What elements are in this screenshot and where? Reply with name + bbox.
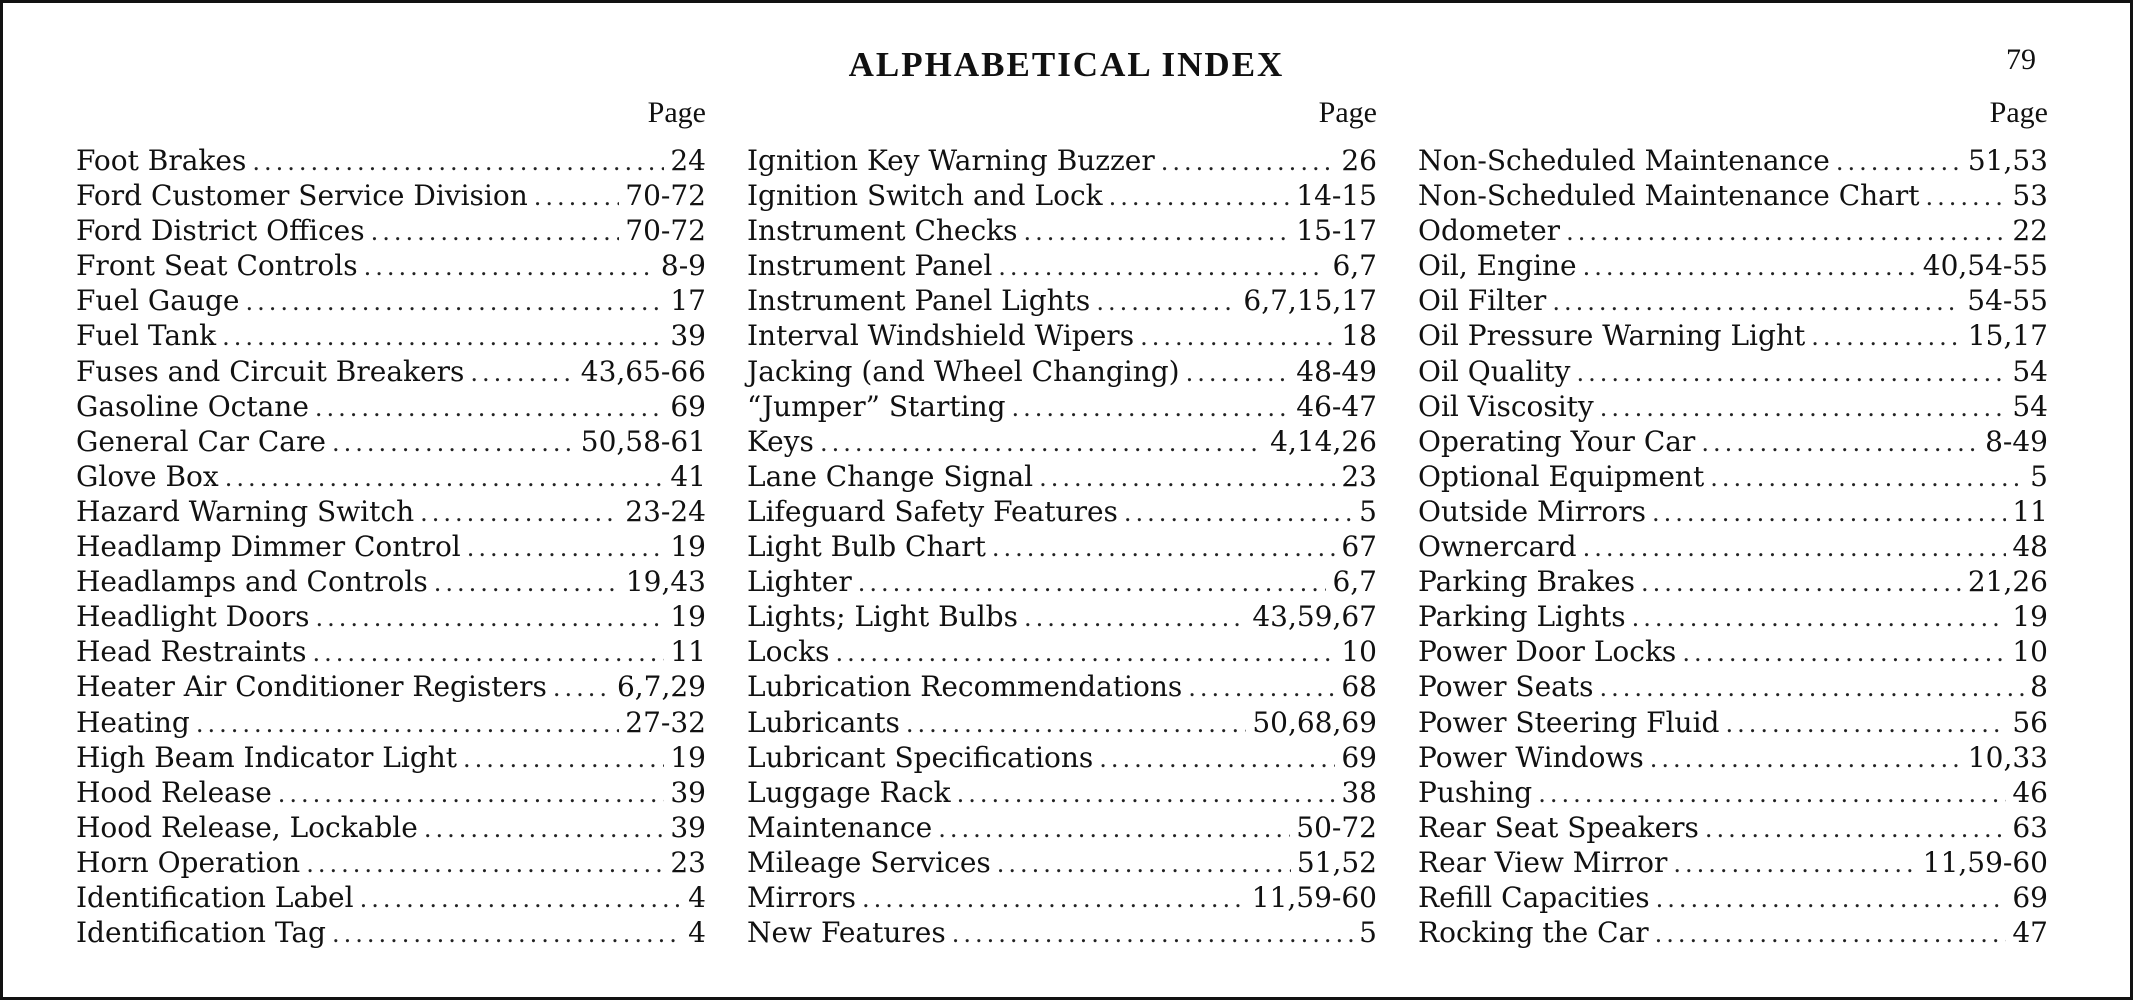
index-entry <box>76 810 706 845</box>
dot-leader <box>424 812 665 847</box>
dot-leader <box>1650 742 1962 777</box>
index-entry <box>747 740 1377 775</box>
index-entry-label: Oil Quality <box>1418 354 1571 388</box>
index-entry <box>747 143 1377 178</box>
index-entry <box>1418 389 2048 424</box>
index-entry-label: Pushing <box>1418 775 1533 809</box>
index-entry-label: Ignition Key Warning Buzzer <box>747 144 1155 177</box>
dot-leader <box>1039 461 1335 496</box>
index-entry-page: 54 <box>2012 389 2048 423</box>
index-entry <box>76 705 706 740</box>
index-entry-page: 47 <box>2012 916 2048 950</box>
index-entry <box>76 915 706 950</box>
dot-leader <box>858 566 1327 601</box>
index-entry <box>747 494 1377 529</box>
dot-leader <box>371 215 620 250</box>
dot-leader <box>1705 812 2006 847</box>
index-entry-page: 69 <box>2012 880 2048 914</box>
index-entry-page: 48-49 <box>1296 354 1377 388</box>
index-entry <box>747 389 1377 424</box>
dot-leader <box>225 461 665 496</box>
index-entry-label: Optional Equipment <box>1418 459 1705 493</box>
index-entry <box>747 354 1377 389</box>
dot-leader <box>420 496 619 531</box>
index-entry-page: 63 <box>2012 810 2048 844</box>
index-entry-page: 19 <box>670 740 706 774</box>
index-entry-page: 5 <box>1359 494 1377 528</box>
index-entry-label: Rear Seat Speakers <box>1418 810 1699 844</box>
index-entry-label: Horn Operation <box>76 845 301 879</box>
index-entry-label: Lifeguard Safety Features <box>747 494 1118 528</box>
dot-leader <box>1538 777 2006 812</box>
index-entry-page: 8 <box>2030 670 2048 704</box>
dot-leader <box>1552 285 1961 320</box>
dot-leader <box>1583 250 1917 285</box>
dot-leader <box>1682 636 2006 671</box>
dot-leader <box>332 917 682 952</box>
index-entry-list <box>1418 143 2048 950</box>
index-entry-label: Ford Customer Service Division <box>76 179 528 213</box>
index-entry-page: 46 <box>2012 775 2048 809</box>
index-entry <box>747 634 1377 669</box>
index-entry-page: 50,58-61 <box>580 424 706 458</box>
index-entry <box>76 143 706 178</box>
dot-leader <box>1566 215 2006 250</box>
index-entry-page: 18 <box>1341 319 1377 353</box>
index-entry <box>747 775 1377 810</box>
index-entry-label: Mirrors <box>747 880 857 914</box>
index-entry <box>1418 283 2048 318</box>
index-entry-page: 17 <box>670 284 706 318</box>
index-entry-label: Operating Your Car <box>1418 424 1696 458</box>
index-entry-page: 23-24 <box>625 494 706 528</box>
index-entry-label: Headlight Doors <box>76 600 310 634</box>
index-entry-page: 23 <box>670 845 706 879</box>
dot-leader <box>1599 671 2024 706</box>
index-entry-page: 6,7 <box>1332 565 1377 599</box>
index-entry-page: 69 <box>670 389 706 423</box>
index-entry <box>76 354 706 389</box>
dot-leader <box>1124 496 1353 531</box>
index-entry <box>76 248 706 283</box>
dot-leader <box>553 671 611 706</box>
index-entry <box>747 213 1377 248</box>
index-entry-label: Oil Pressure Warning Light <box>1418 319 1806 353</box>
index-entry-label: Heater Air Conditioner Registers <box>76 670 547 704</box>
dot-leader <box>997 847 1291 882</box>
index-entry <box>76 599 706 634</box>
index-entry-page: 15-17 <box>1296 214 1377 248</box>
index-entry-label: Ignition Switch and Lock <box>747 179 1103 213</box>
dot-leader <box>434 566 620 601</box>
dot-leader <box>1583 531 2007 566</box>
index-entry-page: 70-72 <box>625 214 706 248</box>
index-entry-page: 67 <box>1341 530 1377 564</box>
index-entry-label: Oil Filter <box>1418 284 1547 318</box>
index-entry-label: Lubrication Recommendations <box>747 670 1183 704</box>
index-entry <box>1418 740 2048 775</box>
page-column-header: Page <box>647 96 706 129</box>
index-entry <box>1418 634 2048 669</box>
dot-leader <box>534 180 620 215</box>
index-entry-page: 5 <box>1359 916 1377 950</box>
index-entry-label: Parking Lights <box>1418 600 1626 634</box>
index-column-2 <box>747 91 1377 950</box>
index-entry <box>747 845 1377 880</box>
index-entry-label: “Jumper” Starting <box>747 389 1006 423</box>
index-entry-page: 22 <box>2012 214 2048 248</box>
index-entry-label: Luggage Rack <box>747 775 951 809</box>
index-entry <box>76 775 706 810</box>
index-entry <box>1418 354 2048 389</box>
index-entry-label: Instrument Panel Lights <box>747 284 1091 318</box>
index-entry-page: 54 <box>2012 354 2048 388</box>
index-entry-label: Lane Change Signal <box>747 459 1034 493</box>
index-entry-label: Instrument Checks <box>747 214 1018 248</box>
index-entry-label: Power Seats <box>1418 670 1594 704</box>
index-entry-page: 68 <box>1341 670 1377 704</box>
index-entry-label: Ownercard <box>1418 530 1577 564</box>
index-entry-label: General Car Care <box>76 424 326 458</box>
index-entry-page: 54-55 <box>1967 284 2048 318</box>
dot-leader <box>957 777 1336 812</box>
index-entry <box>747 705 1377 740</box>
index-entry <box>76 740 706 775</box>
dot-leader <box>196 707 619 742</box>
index-entry-page: 38 <box>1341 775 1377 809</box>
dot-leader <box>1926 180 2007 215</box>
dot-leader <box>245 285 664 320</box>
index-entry-page: 39 <box>670 319 706 353</box>
index-entry-page: 4,14,26 <box>1270 424 1377 458</box>
index-entry-label: Fuses and Circuit Breakers <box>76 354 465 388</box>
dot-leader <box>463 742 664 777</box>
index-entry <box>1418 178 2048 213</box>
index-entry-page: 26 <box>1341 144 1377 177</box>
index-entry-page: 19,43 <box>625 565 706 599</box>
dot-leader <box>1109 180 1291 215</box>
index-entry <box>1418 669 2048 704</box>
index-entry-label: Lubricants <box>747 705 900 739</box>
index-entry <box>76 459 706 494</box>
dot-leader <box>938 812 1290 847</box>
index-entry <box>747 599 1377 634</box>
dot-leader <box>1186 356 1291 391</box>
index-entry-label: Identification Label <box>76 880 354 914</box>
index-entry-page: 4 <box>688 916 706 950</box>
index-entry <box>747 283 1377 318</box>
index-entry-page: 11 <box>670 635 706 669</box>
index-entry <box>747 424 1377 459</box>
dot-leader <box>906 707 1246 742</box>
dot-leader <box>364 250 655 285</box>
index-entry-label: Foot Brakes <box>76 144 247 177</box>
index-entry-page: 51,53 <box>1967 144 2048 177</box>
index-entry <box>747 564 1377 599</box>
index-entry-page: 40,54-55 <box>1922 249 2048 283</box>
dot-leader <box>1632 601 2007 636</box>
index-entry <box>1418 143 2048 178</box>
index-entry-page: 23 <box>1341 459 1377 493</box>
index-entry-page: 6,7 <box>1332 249 1377 283</box>
index-entry-label: Rear View Mirror <box>1418 845 1668 879</box>
index-entry <box>76 178 706 213</box>
dot-leader <box>470 356 574 391</box>
index-entry-label: Power Steering Fluid <box>1418 705 1720 739</box>
index-entry-label: Power Door Locks <box>1418 635 1677 669</box>
index-entry-page: 39 <box>670 775 706 809</box>
index-entry <box>1418 213 2048 248</box>
index-entry <box>747 810 1377 845</box>
index-entry-page: 43,65-66 <box>580 354 706 388</box>
index-entry-label: Jacking (and Wheel Changing) <box>747 354 1180 388</box>
index-entry <box>747 459 1377 494</box>
dot-leader <box>1140 320 1335 355</box>
index-entry-page: 50-72 <box>1296 810 1377 844</box>
index-entry-page: 4 <box>688 880 706 914</box>
index-entry-label: Hazard Warning Switch <box>76 494 415 528</box>
index-entry-list <box>747 143 1377 950</box>
index-entry <box>747 318 1377 353</box>
page-title: ALPHABETICAL INDEX <box>848 45 1285 84</box>
dot-leader <box>1655 917 2007 952</box>
index-entry-label: Rocking the Car <box>1418 916 1649 950</box>
index-entry-label: Outside Mirrors <box>1418 494 1646 528</box>
index-entry-label: Light Bulb Chart <box>747 530 986 564</box>
index-entry-list <box>76 143 706 950</box>
index-entry-page: 19 <box>670 600 706 634</box>
index-entry <box>76 529 706 564</box>
index-entry-page: 14-15 <box>1296 179 1377 213</box>
index-entry-page: 6,7,29 <box>616 670 706 704</box>
page-column-header: Page <box>1989 96 2048 129</box>
index-entry-label: Parking Brakes <box>1418 565 1635 599</box>
index-entry-page: 41 <box>670 459 706 493</box>
index-entry-page: 53 <box>2012 179 2048 213</box>
index-entry-page: 21,26 <box>1967 565 2048 599</box>
index-entry-label: Ford District Offices <box>76 214 365 248</box>
index-entry-label: Odometer <box>1418 214 1561 248</box>
index-entry-label: Mileage Services <box>747 845 991 879</box>
index-entry <box>1418 424 2048 459</box>
index-entry-label: Headlamps and Controls <box>76 565 428 599</box>
dot-leader <box>1096 285 1237 320</box>
index-entry <box>76 564 706 599</box>
index-entry <box>76 424 706 459</box>
index-entry <box>76 880 706 915</box>
index-entry-label: Power Windows <box>1418 740 1644 774</box>
index-entry-label: New Features <box>747 916 946 950</box>
index-entry-page: 56 <box>2012 705 2048 739</box>
index-entry-page: 11,59-60 <box>1251 880 1377 914</box>
dot-leader <box>360 882 683 917</box>
index-entry <box>76 389 706 424</box>
index-entry-label: Oil Viscosity <box>1418 389 1594 423</box>
index-entry-page: 24 <box>670 144 706 177</box>
index-entry-label: Hood Release, Lockable <box>76 810 418 844</box>
index-entry-page: 8-9 <box>660 249 706 283</box>
index-entry <box>747 915 1377 950</box>
dot-leader <box>1710 461 2024 496</box>
index-entry-page: 69 <box>1341 740 1377 774</box>
dot-leader <box>252 145 664 180</box>
index-entry-page: 11,59-60 <box>1922 845 2048 879</box>
index-entry-label: High Beam Indicator Light <box>76 740 458 774</box>
index-entry <box>1418 564 2048 599</box>
index-entry-label: Non-Scheduled Maintenance Chart <box>1418 179 1920 213</box>
dot-leader <box>1673 847 1916 882</box>
index-entry-label: Non-Scheduled Maintenance <box>1418 144 1830 177</box>
dot-leader <box>467 531 665 566</box>
dot-leader <box>1641 566 1962 601</box>
index-entry <box>76 213 706 248</box>
index-entry <box>1418 880 2048 915</box>
index-entry-label: Instrument Panel <box>747 249 993 283</box>
dot-leader <box>1188 671 1335 706</box>
index-entry-page: 48 <box>2012 530 2048 564</box>
index-entry-page: 50,68,69 <box>1252 705 1377 739</box>
index-entry-label: Lubricant Specifications <box>747 740 1094 774</box>
index-entry <box>1418 248 2048 283</box>
index-entry-label: Refill Capacities <box>1418 880 1650 914</box>
index-entry-label: Heating <box>76 705 190 739</box>
index-entry <box>76 494 706 529</box>
index-entry-label: Head Restraints <box>76 635 307 669</box>
index-entry <box>1418 810 2048 845</box>
index-entry <box>1418 318 2048 353</box>
dot-leader <box>862 882 1246 917</box>
index-entry-page: 8-49 <box>1985 424 2048 458</box>
index-entry-label: Oil, Engine <box>1418 249 1577 283</box>
page-column-header: Page <box>1318 96 1377 129</box>
index-entry-page: 5 <box>2030 459 2048 493</box>
dot-leader <box>992 531 1336 566</box>
index-entry <box>747 880 1377 915</box>
dot-leader <box>1652 496 2006 531</box>
index-column-1 <box>76 91 706 950</box>
dot-leader <box>952 917 1353 952</box>
index-entry-label: Hood Release <box>76 775 272 809</box>
dot-leader <box>998 250 1326 285</box>
dot-leader <box>1701 426 1979 461</box>
index-entry-label: Glove Box <box>76 459 219 493</box>
index-entry <box>76 283 706 318</box>
dot-leader <box>1012 391 1291 426</box>
dot-leader <box>312 636 664 671</box>
index-entry-label: Maintenance <box>747 810 933 844</box>
index-entry-page: 10,33 <box>1967 740 2048 774</box>
index-entry <box>76 634 706 669</box>
index-entry-page: 10 <box>2012 635 2048 669</box>
dot-leader <box>1023 215 1290 250</box>
index-entry-label: Fuel Tank <box>76 319 217 353</box>
page-number: 79 <box>2006 43 2036 76</box>
dot-leader <box>222 320 664 355</box>
index-entry-page: 39 <box>670 810 706 844</box>
index-entry <box>747 178 1377 213</box>
index-entry <box>747 248 1377 283</box>
index-entry-page: 6,7,15,17 <box>1243 284 1377 318</box>
dot-leader <box>1576 356 2006 391</box>
dot-leader <box>1725 707 2006 742</box>
index-entry-page: 15,17 <box>1967 319 2048 353</box>
index-entry-label: Locks <box>747 635 830 669</box>
dot-leader <box>1836 145 1962 180</box>
index-entry <box>76 318 706 353</box>
index-entry-label: Front Seat Controls <box>76 249 358 283</box>
index-entry <box>1418 775 2048 810</box>
dot-leader <box>820 426 1264 461</box>
index-entry-page: 11 <box>2012 494 2048 528</box>
dot-leader <box>1811 320 1962 355</box>
index-entry <box>747 529 1377 564</box>
index-entry-page: 51,52 <box>1296 845 1377 879</box>
index-entry-label: Lights; Light Bulbs <box>747 600 1018 634</box>
index-entry <box>1418 529 2048 564</box>
dot-leader <box>1656 882 2007 917</box>
dot-leader <box>306 847 664 882</box>
index-entry <box>1418 705 2048 740</box>
index-entry-page: 19 <box>2012 600 2048 634</box>
dot-leader <box>315 391 664 426</box>
index-entry-page: 70-72 <box>625 179 706 213</box>
index-entry-page: 19 <box>670 530 706 564</box>
dot-leader <box>316 601 665 636</box>
dot-leader <box>835 636 1335 671</box>
index-entry-page: 43,59,67 <box>1252 600 1377 634</box>
index-entry-page: 27-32 <box>625 705 706 739</box>
index-entry-label: Identification Tag <box>76 916 326 950</box>
index-entry-label: Lighter <box>747 565 852 599</box>
index-entry <box>1418 459 2048 494</box>
index-entry <box>76 845 706 880</box>
index-entry-label: Fuel Gauge <box>76 284 240 318</box>
dot-leader <box>1161 145 1336 180</box>
index-entry-label: Keys <box>747 424 814 458</box>
index-entry <box>1418 915 2048 950</box>
index-entry <box>1418 845 2048 880</box>
index-entry-label: Gasoline Octane <box>76 389 309 423</box>
index-column-3 <box>1418 91 2048 950</box>
dot-leader <box>278 777 665 812</box>
index-entry <box>1418 599 2048 634</box>
index-entry-page: 10 <box>1341 635 1377 669</box>
index-entry-label: Interval Windshield Wipers <box>747 319 1135 353</box>
dot-leader <box>1099 742 1335 777</box>
index-entry <box>76 669 706 704</box>
index-entry-label: Headlamp Dimmer Control <box>76 530 461 564</box>
dot-leader <box>1600 391 2007 426</box>
index-entry <box>747 669 1377 704</box>
dot-leader <box>332 426 575 461</box>
index-entry-page: 46-47 <box>1296 389 1377 423</box>
dot-leader <box>1024 601 1246 636</box>
index-entry <box>1418 494 2048 529</box>
